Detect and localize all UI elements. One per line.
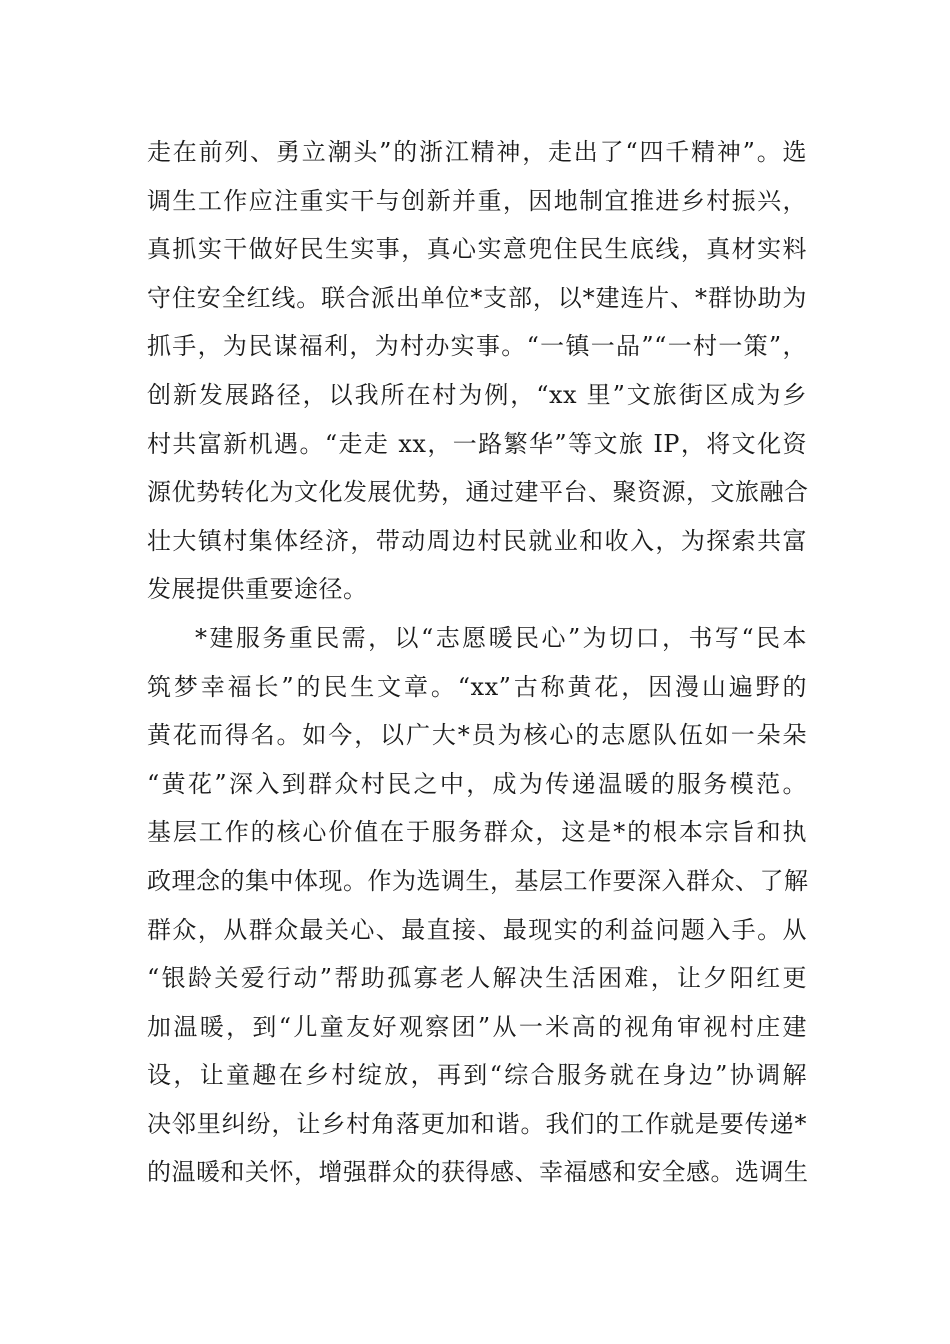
- document-body: [147, 128, 807, 1197]
- text-line: 走在前列、勇立潮头”的浙江精神，走出了“四千精神”。选: [147, 138, 807, 166]
- text-line: 创新发展路径，以我所在村为例，“xx 里”文旅街区成为乡: [147, 380, 807, 409]
- text-line: 政理念的集中体现。作为选调生，基层工作要深入群众、了解: [147, 866, 809, 895]
- text-line: 决邻里纠纷，让乡村角落更加和谐。我们的工作就是要传递*: [147, 1109, 807, 1138]
- text-line: *建服务重民需，以“志愿暖民心”为切口，书写“民本: [195, 623, 807, 652]
- text-line: 调生工作应注重实干与创新并重，因地制宜推进乡村振兴，: [147, 186, 807, 215]
- text-line: 壮大镇村集体经济，带动周边村民就业和收入，为探索共富: [147, 526, 807, 555]
- text-line: 基层工作的核心价值在于服务群众，这是*的根本宗旨和执: [147, 818, 807, 847]
- text-line: 的温暖和关怀，增强群众的获得感、幸福感和安全感。选调生: [147, 1158, 809, 1187]
- text-line: 筑梦幸福长”的民生文章。“xx”古称黄花，因漫山遍野的: [147, 672, 807, 701]
- paragraph-2: [147, 614, 807, 1197]
- text-line: 加温暖，到“儿童友好观察团”从一米高的视角审视村庄建: [147, 1012, 807, 1041]
- text-line: 真抓实干做好民生实事，真心实意兜住民生底线，真材实料: [147, 235, 807, 264]
- text-line: 守住安全红线。联合派出单位*支部，以*建连片、*群协助为: [147, 283, 807, 312]
- text-line: “银龄关爱行动”帮助孤寡老人解决生活困难，让夕阳红更: [147, 964, 807, 993]
- text-line: 村共富新机遇。“走走 xx，一路繁华”等文旅 IP，将文化资: [147, 429, 807, 458]
- text-line: 发展提供重要途径。: [147, 575, 368, 604]
- text-line: 黄花而得名。如今，以广大*员为核心的志愿队伍如一朵朵: [147, 721, 807, 750]
- paragraph-1: [147, 128, 807, 614]
- text-line: 群众，从群众最关心、最直接、最现实的利益问题入手。从: [147, 915, 807, 944]
- text-line: 源优势转化为文化发展优势，通过建平台、聚资源，文旅融合: [147, 478, 809, 507]
- text-line: 设，让童趣在乡村绽放，再到“综合服务就在身边”协调解: [147, 1061, 807, 1090]
- text-line: “黄花”深入到群众村民之中，成为传递温暖的服务模范。: [147, 769, 807, 798]
- text-line: 抓手，为民谋福利，为村办实事。“一镇一品”“一村一策”，: [147, 332, 807, 361]
